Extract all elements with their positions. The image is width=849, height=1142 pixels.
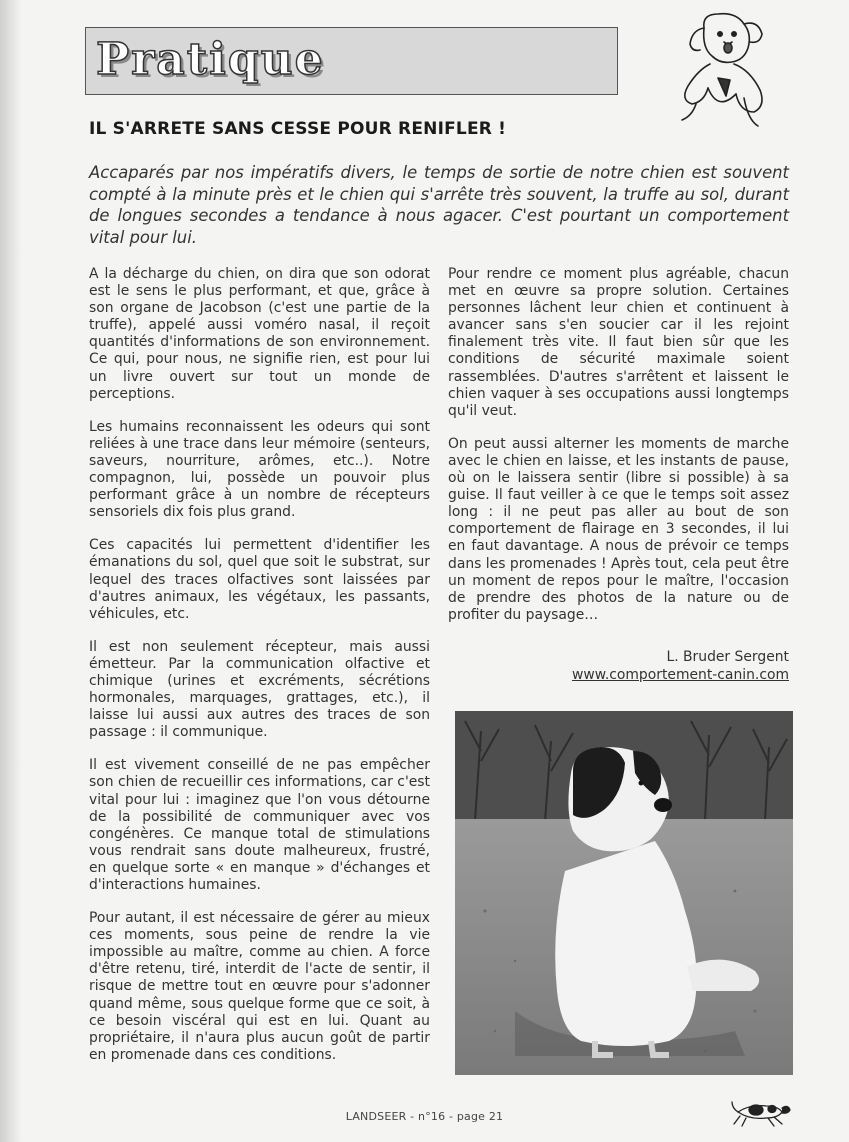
- section-title: Pratique: [96, 34, 325, 85]
- paragraph: Pour autant, il est nécessaire de gérer au mieux ces moments, sous peine de rendre la vie impossible au maître, comme au chien. A force d'être retenu, tiré, interdit de l'acte de sentir, il risque de mettre tout en œuvre pour s'adonner quand même, sous quelque forme que ce soit, à ce besoin viscéral qui est en lui. Quant au propriétaire, il n'aura plus aucun goût de partir en promenade dans ces conditions.: [89, 910, 430, 1063]
- left-column: [89, 266, 430, 1080]
- article-signature: [448, 648, 789, 684]
- article-headline: IL S'ARRETE SANS CESSE POUR RENIFLER !: [89, 119, 507, 139]
- paragraph: Pour rendre ce moment plus agréable, chacun met en œuvre sa propre solution. Certaines personnes lâchent leur chien et continuent à avancer sans s'en soucier car il les rejoint finalement très vite. Il faut bien sûr que les conditions de sécurité maximale soient rassemblées. D'autres s'arrêtent et laissent le chien vaquer à ses occupations aussi longtemps qu'il veut.: [448, 266, 789, 419]
- paragraph: Les humains reconnaissent les odeurs qui sont reliées à une trace dans leur mémoire (senteurs, saveurs, nourriture, arômes, etc..). Notre compagnon, lui, possède un pouvoir plus performant grâce à un nombre de récepteurs sensoriels dix fois plus grand.: [89, 418, 430, 521]
- cartoon-dog-icon: [674, 8, 774, 130]
- paragraph: A la décharge du chien, on dira que son odorat est le sens le plus performant, et que, grâce à son organe de Jacobson (c'est une partie de la truffe), appelé aussi voméro nasal, il reçoit quantités d'informations de son environnement. Ce qui, pour nous, ne signifie rien, est pour lui un livre ouvert sur tout un monde de perceptions.: [89, 266, 430, 402]
- running-dog-icon: [730, 1094, 792, 1130]
- paragraph: Il est vivement conseillé de ne pas empêcher son chien de recueillir ces informations, car c'est vital pour lui : imaginez que l'on vous détourne de la possibilité de communiquer avec vos congénères. Ce manque total de stimulations vous rendrait sans doute malheureux, frustré, en quelque sorte « en manque » d'échanges et d'interactions humaines.: [89, 757, 430, 893]
- dog-photo: [455, 711, 793, 1075]
- paragraph: Il est non seulement récepteur, mais aussi émetteur. Par la communication olfactive et chimique (urines et excréments, sécrétions hormonales, marquages, grattages, etc.), il laisse lui aussi aux autres des traces de son passage : il communique.: [89, 638, 430, 741]
- article-lead: Accaparés par nos impératifs divers, le temps de sortie de notre chien est souvent compté à la minute près et le chien qui s'arrête très souvent, la truffe au sol, durant de longues secondes a tendance à nous agacer. C'est pourtant un comportement vital pour lui.: [89, 163, 789, 247]
- page-footer: LANDSEER - n°16 - page 21: [345, 1110, 504, 1123]
- section-banner: [85, 27, 618, 95]
- website-link[interactable]: www.comportement-canin.com: [572, 667, 789, 683]
- author-name: L. Bruder Sergent: [666, 649, 789, 665]
- right-column: [448, 266, 789, 640]
- paragraph: Ces capacités lui permettent d'identifier les émanations du sol, quel que soit le substrat, sur lequel des traces olfactives sont laissées par d'autres animaux, les végétaux, les passants, véhicules, etc.: [89, 537, 430, 622]
- page-binding-edge: [0, 0, 22, 1142]
- paragraph: On peut aussi alterner les moments de marche avec le chien en laisse, et les instants de pause, où on le laissera sentir (libre si possible) à sa guise. Il faut veiller à ce que le temps soit assez long : il ne peut pas aller au bout de son comportement de flairage en 3 secondes, il lui en faut davantage. A nous de prévoir ce temps dans les promenades ! Après tout, cela peut être un moment de repos pour le maître, l'occasion de prendre des photos de la nature ou de profiter du paysage…: [448, 435, 789, 623]
